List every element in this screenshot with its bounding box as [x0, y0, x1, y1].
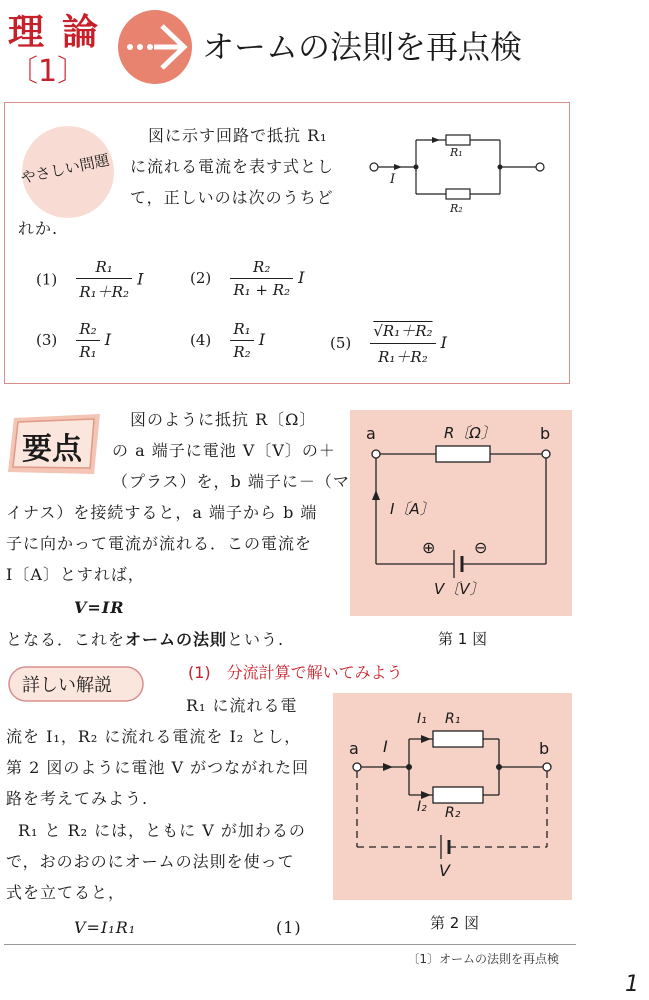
detail-text-3: 第 2 図のように電池 V がつながれた回: [6, 758, 310, 777]
fig2-terminal-b: b: [539, 739, 550, 758]
key-closing: となる．これをオームの法則という.: [6, 630, 285, 649]
problem-text-4: れか.: [18, 219, 59, 238]
problem-r2-label: R₂: [450, 202, 463, 215]
fig1-voltage-label: V〔V〕: [434, 580, 485, 598]
page-title: オームの法則を再点検: [202, 28, 523, 66]
equation-1: V=I₁R₁: [74, 918, 137, 937]
key-point-label: 要点: [22, 432, 82, 467]
footer-divider: [4, 944, 576, 945]
fig2-r2-label: R₂: [445, 805, 461, 821]
fig1-terminal-b: b: [540, 424, 551, 443]
fig1-plus-sign: ⊕: [422, 538, 436, 557]
detail-text-1: R₁ に流れる電: [186, 696, 298, 715]
choice-4[interactable]: (4) $\frac{\text{R₁}}{\text{R₂}}$ I: [190, 320, 266, 361]
detail-text-6: で，おのおのにオームの法則を使って: [6, 852, 295, 871]
choice-1[interactable]: (1) $\frac{\text{R₁}}{\text{R₁＋R₂}}$ I: [36, 258, 144, 301]
ohm-formula: V=IR: [74, 598, 125, 617]
problem-current-label: I: [390, 172, 396, 187]
fig1-resistor-label: R〔Ω〕: [444, 424, 496, 442]
key-text-5: 子に向かって電流が流れる．この電流を: [6, 534, 313, 553]
section-title: (1) 分流計算で解いてみよう: [188, 663, 403, 682]
problem-r1-label: R₁: [450, 146, 463, 159]
problem-text-2: に流れる電流を表す式とし: [130, 157, 335, 176]
key-text-1: 図のように抵抗 R〔Ω〕: [130, 410, 317, 429]
detail-text-4: 路を考えてみよう.: [6, 789, 149, 808]
detail-text-7: 式を立てると，: [6, 883, 126, 902]
fig1-current-label: I〔A〕: [390, 500, 435, 518]
fig1-terminal-a: a: [366, 424, 376, 443]
figure-1-caption: 第 1 図: [438, 630, 488, 648]
choice-5[interactable]: (5) $\frac{\text{√R₁＋R₂}}{\text{R₁＋R₂}}$ I: [330, 322, 447, 366]
figure-2: [333, 693, 572, 900]
key-text-2: の a 端子に電池 V〔V〕の＋: [112, 441, 336, 460]
detail-text-5: R₁ と R₂ には，ともに V が加わるの: [18, 821, 306, 840]
running-title: 〔1〕オームの法則を再点検: [407, 952, 559, 966]
fig2-current2-label: I₂: [417, 799, 427, 815]
fig1-minus-sign: ⊖: [474, 538, 488, 557]
key-point-badge: [6, 412, 104, 478]
arrow-circle-icon: [118, 10, 192, 84]
fig2-current1-label: I₁: [417, 711, 427, 727]
chapter-number: 〔1〕: [8, 54, 88, 89]
figure-1: [350, 410, 572, 616]
easy-problem-label: やさしい問題: [19, 150, 112, 188]
fig2-voltage-label: V: [439, 861, 450, 880]
detailed-explanation-label: 詳しい解説: [22, 675, 112, 696]
problem-text-3: て，正しいのは次のうちど: [130, 188, 334, 207]
key-text-3: （プラス）を，b 端子に－（マ: [112, 472, 350, 491]
detailed-explanation-badge: [6, 664, 146, 704]
figure-2-caption: 第 2 図: [430, 914, 480, 932]
key-text-4: イナス）を接続すると，a 端子から b 端: [6, 503, 318, 522]
fig2-current-label: I: [383, 737, 388, 756]
chapter-field: 理論: [8, 12, 117, 53]
detail-text-2: 流を I₁，R₂ に流れる電流を I₂ とし，: [6, 727, 302, 746]
easy-problem-badge: [16, 120, 120, 224]
key-text-6: I〔A〕とすれば，: [6, 565, 145, 584]
fig2-terminal-a: a: [349, 739, 359, 758]
page-number: 1: [625, 972, 639, 997]
problem-circuit-diagram: [360, 124, 560, 224]
choice-2[interactable]: (2) $\frac{\text{R₂}}{\text{R₁ + R₂}}$ I: [190, 258, 305, 299]
equation-1-number: (1): [276, 918, 302, 937]
problem-text-1: 図に示す回路で抵抗 R₁: [148, 126, 328, 145]
fig2-r1-label: R₁: [445, 711, 461, 727]
choice-3[interactable]: (3) $\frac{\text{R₂}}{\text{R₁}}$ I: [36, 320, 112, 361]
